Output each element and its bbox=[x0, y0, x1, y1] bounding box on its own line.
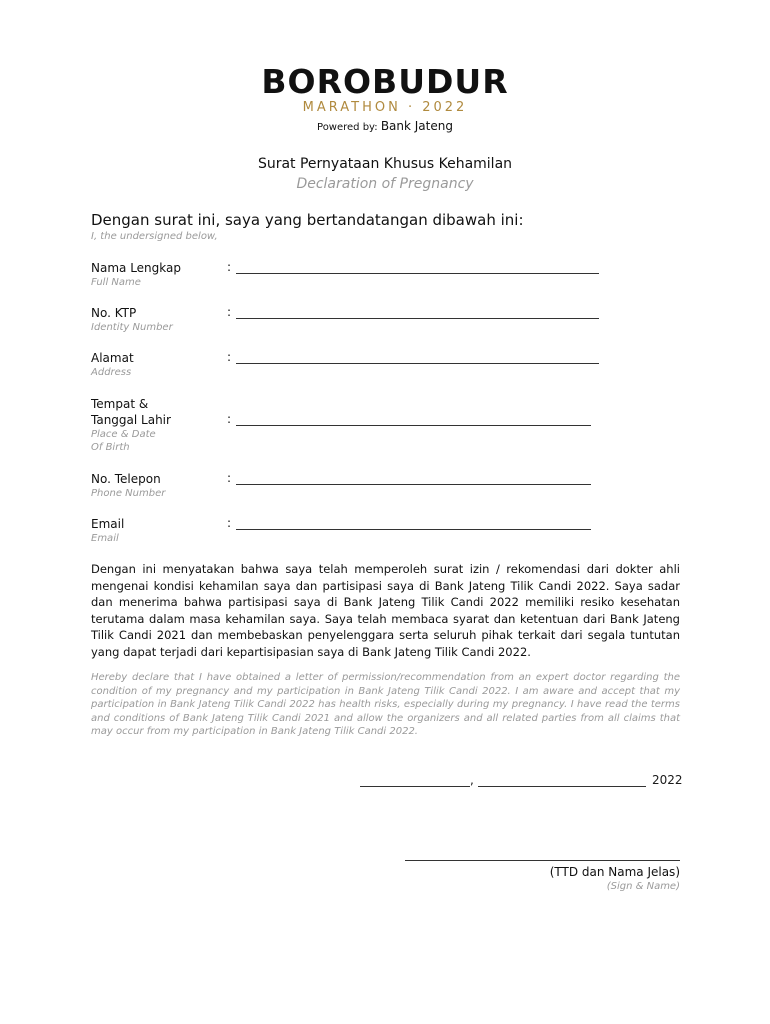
field-colon: : bbox=[227, 305, 232, 319]
field-phone-number bbox=[91, 471, 691, 500]
logo-subtitle: MARATHON · 2022 bbox=[302, 100, 468, 115]
field-colon: : bbox=[227, 516, 232, 530]
field-colon: : bbox=[227, 260, 232, 274]
intro-text: Dengan surat ini, saya yang bertandatangan dibawah ini: bbox=[91, 211, 524, 229]
date-year: 2022 bbox=[652, 773, 683, 787]
field-colon: : bbox=[227, 350, 232, 364]
event-logo bbox=[0, 64, 770, 134]
field-address bbox=[91, 350, 691, 379]
field-label-en: Address bbox=[91, 367, 132, 378]
field-label-en: Identity Number bbox=[91, 322, 173, 333]
sponsor-name: Bank Jateng bbox=[380, 119, 453, 133]
field-label-en-line2: Of Birth bbox=[91, 442, 130, 453]
field-colon: : bbox=[227, 471, 232, 485]
field-label: Alamat bbox=[91, 351, 134, 365]
field-label: Email bbox=[91, 517, 125, 531]
email-blank[interactable] bbox=[236, 529, 591, 530]
powered-by-label: Powered by: bbox=[317, 122, 378, 133]
field-label-line2: Tanggal Lahir bbox=[91, 413, 171, 427]
document-title-en: Declaration of Pregnancy bbox=[296, 176, 474, 192]
field-label-en: Phone Number bbox=[91, 488, 166, 499]
field-birth-place-date bbox=[91, 396, 691, 454]
field-full-name bbox=[91, 260, 691, 289]
field-label-en: Email bbox=[91, 533, 119, 544]
field-email bbox=[91, 516, 691, 545]
date-blank[interactable] bbox=[478, 786, 646, 787]
powered-by bbox=[0, 120, 770, 134]
field-label-en-line1: Place & Date bbox=[91, 429, 156, 440]
date-comma: , bbox=[470, 773, 474, 787]
signature-blank[interactable] bbox=[405, 860, 680, 861]
field-identity-number bbox=[91, 305, 691, 334]
date-line bbox=[0, 773, 683, 789]
statement-paragraph-en: Hereby declare that I have obtained a letter of permission/recommendation from an expert doctor regarding the condition of my pregnancy and my participation in Bank Jateng Tilik Candi 2022. I am aware and accept that my participation in Bank Jateng Tilik Candi 2022 has health risks, especially during my pregnancy. I have read the terms and conditions of Bank Jateng Tilik Candi 2021 and allow the organizers and all related parties from all claims that may occur from my participation in Bank Jateng Tilik Candi 2022. bbox=[91, 672, 680, 738]
field-label-en: Full Name bbox=[91, 277, 141, 288]
document-title: Surat Pernyataan Khusus Kehamilan bbox=[257, 156, 513, 172]
signature-label-en: (Sign & Name) bbox=[606, 881, 680, 892]
signature-label: (TTD dan Nama Jelas) bbox=[549, 865, 680, 879]
field-label: No. Telepon bbox=[91, 472, 161, 486]
field-colon: : bbox=[227, 412, 232, 426]
intro-text-en: I, the undersigned below, bbox=[91, 231, 218, 242]
birth-place-date-blank[interactable] bbox=[236, 425, 591, 426]
full-name-blank[interactable] bbox=[236, 273, 599, 274]
phone-number-blank[interactable] bbox=[236, 484, 591, 485]
statement-paragraph: Dengan ini menyatakan bahwa saya telah memperoleh surat izin / rekomendasi dari dokter ahli mengenai kondisi kehamilan saya dan partisipasi saya di Bank Jateng Tilik Candi 2022. Saya sadar dan menerima bahwa partisipasi saya di Bank Jateng Tilik Candi 2022 memiliki resiko kesehatan terutama dalam masa kehamilan saya. Saya telah membaca syarat dan ketentuan dari Bank Jateng Tilik Candi 2021 dan membebaskan penyelenggara serta seluruh pihak terkait dari segala tuntutan yang dapat terjadi dari kepartisipasian saya di Bank Jateng Tilik Candi 2022. bbox=[91, 562, 680, 659]
logo-title: BOROBUDUR bbox=[261, 62, 509, 101]
field-label: No. KTP bbox=[91, 306, 137, 320]
address-blank[interactable] bbox=[236, 363, 599, 364]
field-label: Nama Lengkap bbox=[91, 261, 181, 275]
place-blank[interactable] bbox=[360, 786, 470, 787]
field-label-line1: Tempat & bbox=[91, 397, 149, 411]
identity-number-blank[interactable] bbox=[236, 318, 599, 319]
